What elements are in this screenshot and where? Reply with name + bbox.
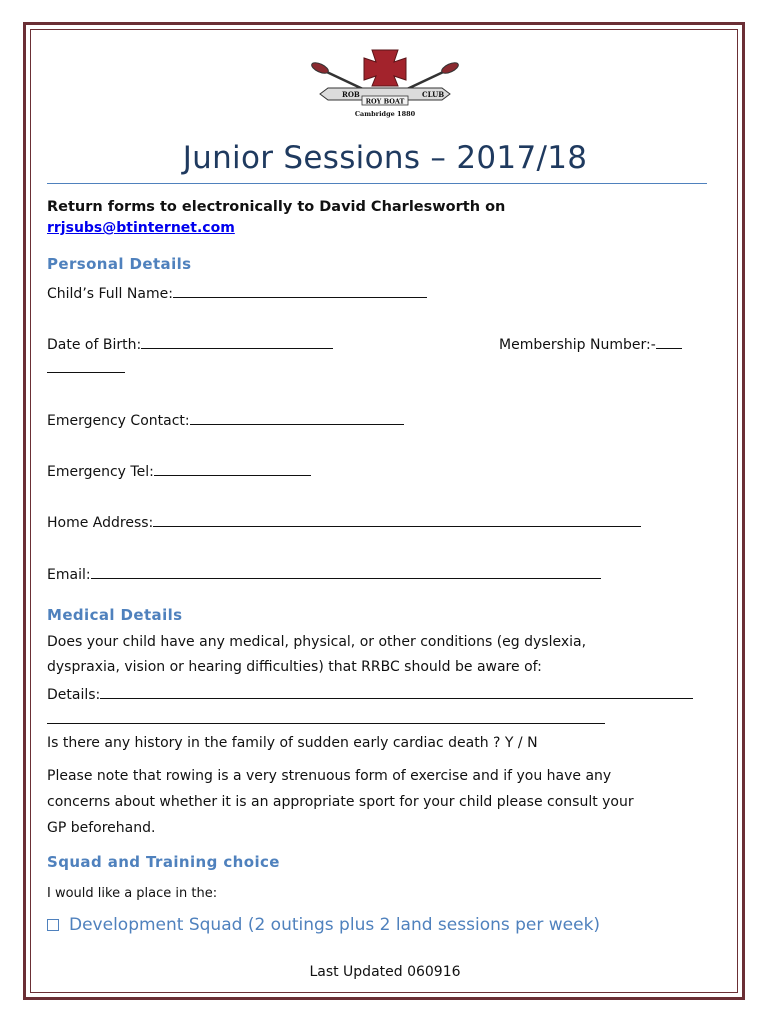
logo-left-text: ROB: [342, 90, 360, 99]
home-address-row: [47, 512, 641, 531]
page-title: Junior Sessions – 2017/18: [182, 140, 588, 176]
email-row: [47, 564, 601, 583]
medical-details-heading: Medical Details: [47, 606, 183, 624]
emergency-tel-label: Emergency Tel:: [47, 464, 154, 480]
child-name-row: [47, 283, 427, 302]
last-updated: Last Updated 060916: [309, 964, 461, 980]
club-logo: [310, 46, 460, 122]
email-label: Email:: [47, 567, 91, 583]
emergency-contact-row: [47, 410, 404, 429]
squad-heading: Squad and Training choice: [47, 853, 280, 871]
rowing-note-line1: Please note that rowing is a very strenuous form of exercise and if you have any: [47, 768, 612, 784]
membership-label: Membership Number:-: [499, 337, 656, 353]
home-address-label: Home Address:: [47, 515, 154, 531]
rowing-note-line2: concerns about whether it is an appropriate sport for your child please consult your: [47, 794, 634, 810]
medical-question-line2: dyspraxia, vision or hearing difficulties) that RRBC should be aware of:: [47, 659, 542, 675]
logo-right-text: CLUB: [422, 90, 445, 99]
rowing-note-line3: GP beforehand.: [47, 820, 156, 836]
medical-question-line1: Does your child have any medical, physical, or other conditions (eg dyslexia,: [47, 634, 587, 650]
membership-row: [499, 334, 682, 353]
dob-row: [47, 334, 333, 353]
child-name-label: Child’s Full Name:: [47, 286, 173, 302]
medical-details-field[interactable]: [100, 684, 693, 699]
development-squad-checkbox[interactable]: [47, 919, 59, 931]
squad-intro: I would like a place in the:: [47, 886, 218, 901]
return-email-link[interactable]: rrjsubs@btinternet.com: [47, 220, 235, 236]
development-squad-label: Development Squad (2 outings plus 2 land sessions per week): [69, 915, 601, 935]
title-divider: [47, 183, 707, 184]
emergency-tel-field[interactable]: [154, 461, 311, 476]
emergency-tel-row: [47, 461, 311, 480]
personal-details-heading: Personal Details: [47, 255, 192, 273]
logo-center-text: ROY BOAT: [365, 97, 405, 106]
medical-details-label: Details:: [47, 687, 101, 703]
medical-details-field-continued[interactable]: [47, 723, 605, 724]
return-instructions: Return forms to electronically to David Charlesworth on: [47, 199, 506, 215]
development-squad-option[interactable]: [47, 915, 600, 935]
logo-sub-text: Cambridge 1880: [354, 110, 416, 118]
membership-field-continued[interactable]: [47, 372, 125, 373]
cardiac-question: Is there any history in the family of sudden early cardiac death ? Y / N: [47, 735, 538, 751]
emergency-contact-field[interactable]: [190, 410, 404, 425]
dob-field[interactable]: [141, 334, 333, 349]
emergency-contact-label: Emergency Contact:: [47, 413, 190, 429]
home-address-field[interactable]: [153, 512, 641, 527]
medical-details-row: [47, 684, 693, 703]
email-field[interactable]: [91, 564, 601, 579]
child-name-field[interactable]: [173, 283, 427, 298]
dob-label: Date of Birth:: [47, 337, 142, 353]
membership-field[interactable]: [656, 334, 682, 349]
